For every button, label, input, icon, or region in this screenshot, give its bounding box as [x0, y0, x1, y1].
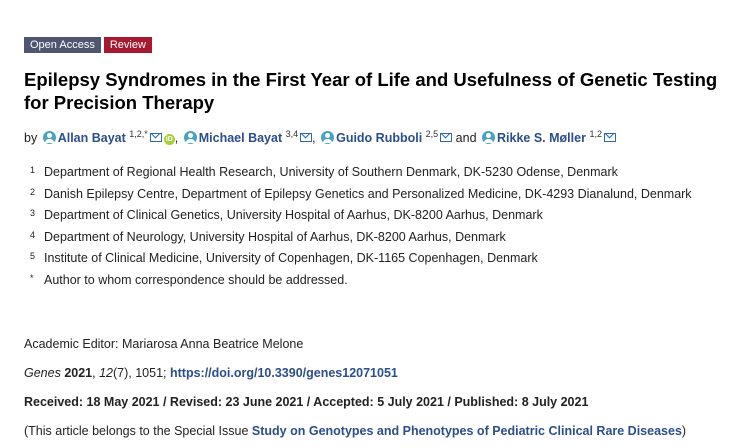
affiliation-text: Author to whom correspondence should be addressed.	[44, 272, 348, 287]
affiliation-text: Department of Clinical Genetics, University Hospital of Aarhus, DK-8200 Aarhus, Denmark	[44, 208, 543, 222]
mail-icon[interactable]	[150, 133, 162, 142]
citation: Genes 2021, 12(7), 1051; https://doi.org/10.3390/genes12071051	[24, 366, 398, 380]
affiliation-item	[24, 249, 724, 267]
review-badge[interactable]: Review	[104, 37, 152, 53]
special-issue-link[interactable]: Study on Genotypes and Phenotypes of Pediatric Clinical Rare Diseases	[251, 424, 682, 438]
author-icon	[482, 131, 495, 144]
by-label: by	[24, 131, 38, 145]
author-separator: ,	[312, 131, 316, 145]
citation-year: 2021	[64, 366, 93, 380]
author-affil-sup: 1,2	[589, 129, 602, 139]
open-access-badge[interactable]: Open Access	[24, 37, 101, 53]
affiliation-text: Department of Regional Health Research, University of Southern Denmark, DK-5230 Odense, Denmark	[44, 165, 618, 179]
affiliation-text: Danish Epilepsy Centre, Department of Epilepsy Genetics and Personalized Medicine, DK-4293 Dianalund, Denmark	[44, 186, 692, 201]
special-issue-prefix: (This article belongs to the Special Issue	[24, 424, 252, 438]
affiliation-list	[24, 163, 724, 292]
author-list	[24, 124, 616, 148]
author-icon	[184, 131, 197, 144]
affiliation-number: 1	[30, 165, 36, 175]
author-affil-sup: 2,5	[425, 129, 439, 139]
academic-editor: Academic Editor: Mariarosa Anna Beatrice Melone	[24, 337, 304, 351]
author-icon	[43, 131, 56, 144]
journal-name: Genes	[24, 366, 61, 380]
author-affil-sup: 3,4	[285, 129, 299, 139]
special-issue-note	[24, 424, 686, 438]
author-link-guido-rubboli[interactable]: Guido Rubboli	[336, 131, 423, 145]
and-label: and	[455, 131, 477, 145]
author-link-rikke-moller[interactable]: Rikke S. Møller	[497, 131, 586, 145]
affiliation-item	[24, 185, 724, 203]
affiliation-number: *	[30, 272, 34, 283]
author-link-allan-bayat[interactable]: Allan Bayat	[57, 131, 126, 145]
article-title: Epilepsy Syndromes in the First Year of Life and Usefulness of Genetic Testing for Precision Therapy	[24, 69, 718, 113]
affiliation-item	[24, 163, 724, 181]
special-issue-suffix: )	[681, 424, 687, 438]
mail-icon[interactable]	[300, 133, 312, 142]
orcid-icon[interactable]: iD	[165, 136, 173, 143]
doi-link[interactable]: https://doi.org/10.3390/genes12071051	[169, 366, 398, 380]
affiliation-number: 2	[30, 186, 36, 197]
citation-issue: (7)	[113, 366, 129, 380]
publication-dates: Received: 18 May 2021 / Revised: 23 June 2021 / Accepted: 5 July 2021 / Published: 8 July 2021	[24, 395, 589, 409]
affiliation-item	[24, 271, 724, 289]
article-badges	[24, 37, 152, 53]
citation-volume: 12	[99, 366, 113, 380]
affiliation-text: Department of Neurology, University Hospital of Aarhus, DK-8200 Aarhus, Denmark	[44, 229, 506, 244]
citation-pages: , 1051;	[128, 366, 170, 380]
mail-icon[interactable]	[440, 133, 452, 142]
affiliation-number: 3	[30, 208, 36, 218]
author-link-michael-bayat[interactable]: Michael Bayat	[198, 131, 283, 145]
author-affil-sup: 1,2,*	[129, 129, 148, 139]
affiliation-item	[24, 228, 724, 246]
author-separator: ,	[174, 131, 179, 145]
author-icon	[321, 131, 334, 144]
affiliation-number: 5	[30, 251, 36, 261]
affiliation-item	[24, 206, 724, 224]
affiliation-number: 4	[30, 229, 36, 240]
mail-icon[interactable]	[604, 133, 616, 142]
affiliation-text: Institute of Clinical Medicine, University of Copenhagen, DK-1165 Copenhagen, Denmark	[44, 251, 538, 265]
